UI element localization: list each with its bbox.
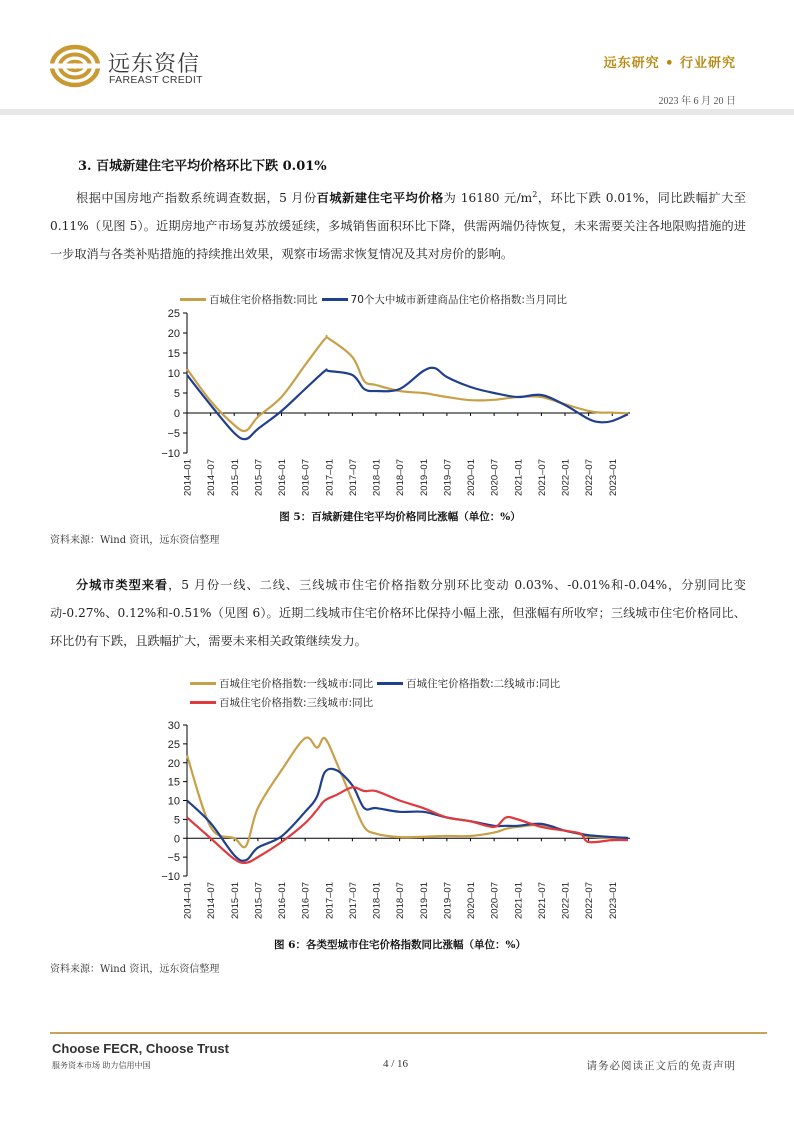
x-tick-label: 2014–01 bbox=[182, 882, 194, 919]
figure6-caption: 图 6：各类型城市住宅价格指数同比涨幅（单位：%） bbox=[274, 939, 526, 951]
paragraph-1-text-b: 为 16180 元/m bbox=[443, 191, 533, 206]
y-tick-label: 15 bbox=[167, 776, 180, 789]
y-tick-label: 10 bbox=[167, 795, 180, 808]
x-tick-label: 2016–07 bbox=[300, 882, 312, 919]
section-title: 3. 百城新建住宅平均价格环比下跌 0.01% bbox=[78, 159, 327, 174]
y-tick-label: 0 bbox=[173, 408, 180, 420]
x-tick-label: 2015–01 bbox=[229, 459, 241, 496]
x-tick-label: 2022–07 bbox=[584, 882, 596, 919]
x-tick-label: 2017–07 bbox=[347, 459, 359, 496]
x-tick-label: 2019–01 bbox=[418, 882, 430, 919]
x-tick-label: 2016–07 bbox=[300, 459, 312, 496]
x-tick-label: 2018–01 bbox=[371, 882, 383, 919]
legend-swatch-red bbox=[190, 701, 216, 704]
paragraph-2-text: ，5 月份一线、二线、三线城市住宅价格指数分别环比变动 0.03%、-0.01%和-0.04%，分别同比变动-0.27%、0.12%和-0.51%（见图 6）。近期二线城市住宅价格环比保持小幅上涨，但涨幅有所收窄；三线城市住宅价格同比、环比仍有下跌，且跌幅扩大，需要未来相关政策继续发力。 bbox=[50, 578, 746, 648]
x-tick-label: 2021–07 bbox=[536, 459, 548, 496]
legend-swatch-navy bbox=[377, 682, 403, 685]
x-tick-label: 2020–01 bbox=[466, 459, 477, 496]
paragraph-1-emphasis: 百城新建住宅平均价格 bbox=[316, 191, 444, 206]
x-tick-label: 2015–07 bbox=[253, 459, 265, 496]
page-number: 4 / 16 bbox=[383, 1058, 409, 1070]
x-tick-label: 2019–01 bbox=[418, 459, 430, 496]
x-tick-label: 2016–01 bbox=[277, 459, 288, 496]
x-tick-label: 2017–01 bbox=[324, 459, 336, 496]
x-tick-label: 2014–07 bbox=[206, 459, 218, 496]
legend-swatch-gold bbox=[190, 682, 216, 685]
x-tick-label: 2023–01 bbox=[607, 882, 619, 919]
x-tick-label: 2019–07 bbox=[442, 459, 454, 496]
x-tick-label: 2022–01 bbox=[560, 882, 572, 919]
figure6-source: 资料来源：Wind 资讯，远东资信整理 bbox=[50, 964, 220, 975]
legend-label: 百城住宅价格指数:三线城市:同比 bbox=[219, 697, 374, 709]
footer-divider bbox=[50, 1032, 767, 1034]
x-tick-label: 2017–01 bbox=[324, 882, 336, 919]
report-category: 远东研究 • 行业研究 bbox=[603, 56, 736, 71]
y-tick-label: 0 bbox=[173, 833, 180, 846]
x-tick-label: 2020–07 bbox=[489, 459, 501, 496]
y-tick-label: 20 bbox=[167, 328, 180, 340]
x-tick-label: 2020–07 bbox=[489, 882, 501, 919]
logo-text-cn: 远东资信 bbox=[108, 52, 201, 77]
paragraph-2-emphasis: 分城市类型来看 bbox=[76, 578, 169, 592]
paragraph-2 bbox=[50, 571, 746, 655]
footer-slogan-en: Choose FECR, Choose Trust bbox=[52, 1041, 229, 1056]
report-date: 2023 年 6 月 20 日 bbox=[658, 96, 736, 107]
x-tick-label: 2019–07 bbox=[442, 882, 454, 919]
series-line-1 bbox=[187, 769, 628, 861]
x-tick-label: 2018–07 bbox=[395, 459, 407, 496]
figure5-caption: 图 5：百城新建住宅平均价格同比涨幅（单位：%） bbox=[279, 511, 521, 523]
chart1-plot bbox=[150, 305, 650, 500]
logo-text-en: FAREAST CREDIT bbox=[109, 74, 203, 86]
x-tick-label: 2020–01 bbox=[466, 882, 477, 919]
header-divider bbox=[0, 109, 794, 115]
chart2-plot bbox=[150, 715, 650, 930]
x-tick-label: 2022–01 bbox=[560, 459, 572, 496]
x-tick-label: 2016–01 bbox=[277, 882, 288, 919]
superscript: 2 bbox=[532, 190, 538, 199]
x-tick-label: 2018–07 bbox=[395, 882, 407, 919]
y-tick-label: 30 bbox=[167, 720, 180, 732]
paragraph-1 bbox=[50, 181, 746, 268]
y-tick-label: 20 bbox=[167, 757, 180, 770]
figure5-source: 资料来源：Wind 资讯，远东资信整理 bbox=[50, 535, 220, 546]
x-tick-label: 2021–07 bbox=[536, 882, 548, 919]
x-tick-label: 2017–07 bbox=[347, 882, 359, 919]
y-tick-label: −5 bbox=[167, 852, 180, 865]
y-tick-label: 10 bbox=[167, 368, 180, 380]
y-tick-label: −10 bbox=[161, 871, 180, 883]
y-tick-label: −10 bbox=[161, 448, 180, 460]
fareast-logo-icon bbox=[50, 44, 100, 88]
x-tick-label: 2014–07 bbox=[206, 882, 218, 919]
footer-slogan-cn: 服务资本市场 助力信用中国 bbox=[52, 1061, 151, 1070]
y-tick-label: 25 bbox=[167, 738, 180, 751]
legend-swatch-gold bbox=[180, 298, 206, 301]
legend-label: 百城住宅价格指数:同比 bbox=[209, 294, 318, 306]
logo bbox=[50, 44, 100, 88]
paragraph-1-text-a: 根据中国房地产指数系统调查数据，5 月份 bbox=[76, 191, 317, 206]
x-tick-label: 2021–01 bbox=[513, 882, 525, 919]
x-tick-label: 2022–07 bbox=[584, 459, 596, 496]
y-tick-label: 15 bbox=[167, 348, 180, 360]
legend-label: 70个大中城市新建商品住宅价格指数:当月同比 bbox=[350, 294, 567, 306]
x-tick-label: 2021–01 bbox=[513, 459, 525, 496]
y-tick-label: 5 bbox=[173, 388, 180, 400]
legend-label: 百城住宅价格指数:一线城市:同比 bbox=[219, 678, 374, 690]
y-tick-label: 5 bbox=[173, 814, 180, 827]
chart2-legend-row2 bbox=[190, 695, 373, 710]
series-line-1 bbox=[187, 368, 628, 439]
legend-swatch-navy bbox=[322, 298, 348, 301]
x-tick-label: 2015–01 bbox=[229, 882, 241, 919]
paragraph-1-text-c: ，环比下跌 0.01%，同比跌幅扩大至 0.11%（见图 5）。近期房地产市场复苏放缓延续，多城销售面积环比下降，供需两端仍待恢复，未来需要关注各地限购措施的进一步取消与各类补贴措施的持续推出效果，观察市场需求恢复情况及其对房价的影响。 bbox=[50, 191, 746, 262]
x-tick-label: 2015–07 bbox=[253, 882, 265, 919]
y-tick-label: 25 bbox=[167, 308, 180, 320]
x-tick-label: 2018–01 bbox=[371, 459, 383, 496]
footer-disclaimer: 请务必阅读正文后的免责声明 bbox=[586, 1060, 736, 1072]
x-tick-label: 2023–01 bbox=[607, 459, 619, 496]
legend-label: 百城住宅价格指数:二线城市:同比 bbox=[406, 678, 561, 690]
y-tick-label: −5 bbox=[167, 428, 180, 440]
x-tick-label: 2014–01 bbox=[182, 459, 194, 496]
chart2-legend-row1 bbox=[190, 676, 560, 691]
